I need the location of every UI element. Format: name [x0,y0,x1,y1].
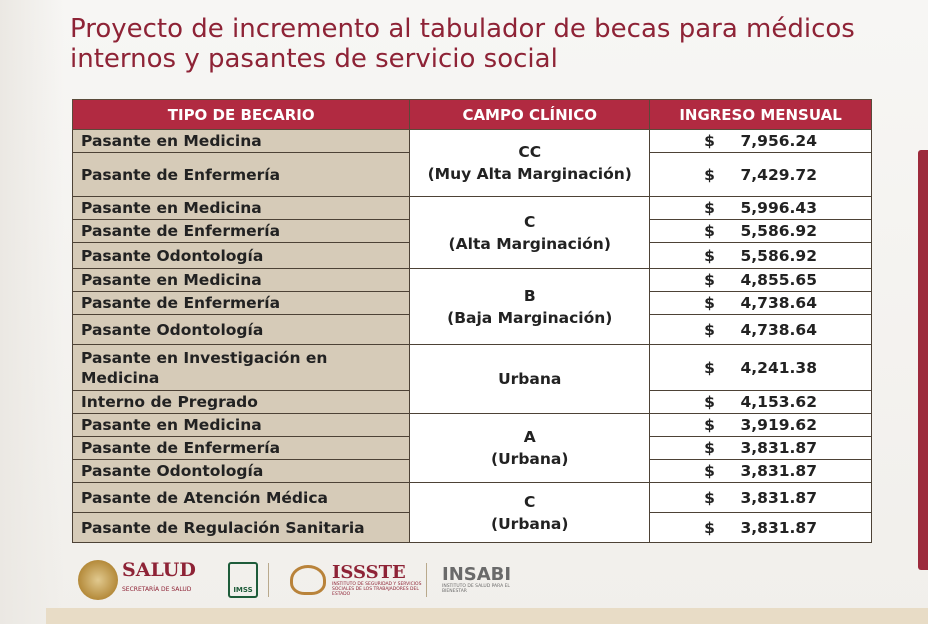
tipo-cell: Pasante de Enfermería [73,292,410,315]
amount: 3,831.87 [740,488,817,507]
logos-strip [78,558,538,602]
amount: 3,831.87 [740,439,817,457]
currency-sign: $ [704,132,715,150]
table-row [73,345,872,391]
table-row [73,483,872,513]
imss-icon: IMSS [228,562,258,598]
ingreso-cell [650,315,872,345]
ingreso-cell [650,414,872,437]
tipo-cell: Pasante de Enfermería [73,437,410,460]
issste-sub: INSTITUTO DE SEGURIDAD Y SERVICIOS SOCIALES DE LOS TRABAJADORES DEL ESTADO [332,581,422,597]
issste-name: ISSSTE [332,561,406,583]
tipo-cell: Pasante Odontología [73,315,410,345]
header-tipo: TIPO DE BECARIO [73,100,410,130]
insabi-sub: INSTITUTO DE SALUD PARA EL BIENESTAR [442,584,510,594]
campo-code: C [524,212,536,231]
campo-code: CC [518,143,542,161]
currency-sign: $ [704,488,715,507]
issste-logo [290,558,422,602]
campo-cell [410,130,650,197]
amount: 3,919.62 [740,416,817,434]
tipo-cell: Pasante en Medicina [73,130,410,153]
campo-desc: (Urbana) [491,450,569,468]
ingreso-cell [650,483,872,513]
campo-desc: Urbana [498,370,562,388]
imss-logo [228,558,258,602]
tipo-cell: Interno de Pregrado [73,391,410,414]
becas-table-container [72,99,872,543]
amount: 4,855.65 [740,271,817,289]
currency-sign: $ [704,199,715,217]
tipo-cell: Pasante en Medicina [73,269,410,292]
campo-cell [410,345,650,414]
campo-desc: (Alta Marginación) [448,234,611,253]
amount: 4,738.64 [740,294,817,312]
amount: 4,153.62 [740,393,817,411]
right-decoration [918,150,928,570]
campo-desc: (Baja Marginación) [447,308,613,327]
becas-table [72,99,872,543]
currency-sign: $ [704,462,715,480]
page-title: Proyecto de incremento al tabulador de becas para médicos internos y pasantes de servicio social [70,14,855,74]
campo-code: A [523,428,536,446]
left-decoration [0,0,64,624]
issste-emblem-icon [290,565,326,595]
currency-sign: $ [704,439,715,457]
mexico-seal-icon [78,560,118,600]
ingreso-cell [650,345,872,391]
ingreso-cell [650,243,872,269]
currency-sign: $ [704,165,715,184]
salud-name: SALUD [122,559,196,581]
header-ingreso: INGRESO MENSUAL [650,100,872,130]
campo-cell [410,269,650,345]
bottom-bar [46,608,928,624]
currency-sign: $ [704,393,715,411]
header-campo: CAMPO CLÍNICO [410,100,650,130]
ingreso-cell [650,197,872,220]
campo-cell [410,483,650,543]
amount: 5,586.92 [740,222,817,240]
ingreso-cell [650,460,872,483]
currency-sign: $ [704,320,715,339]
tipo-cell: Pasante en Investigación en Medicina [73,345,410,391]
ingreso-cell [650,269,872,292]
table-row [73,130,872,153]
salud-logo [78,558,196,602]
ingreso-cell [650,513,872,543]
currency-sign: $ [704,416,715,434]
currency-sign: $ [704,222,715,240]
tipo-cell: Pasante de Atención Médica [73,483,410,513]
amount: 7,956.24 [740,132,817,150]
ingreso-cell [650,391,872,414]
logo-separator [268,563,269,597]
currency-sign: $ [704,246,715,265]
ingreso-cell [650,437,872,460]
insabi-logo [442,558,512,602]
insabi-name: INSABI [442,564,512,585]
tipo-cell: Pasante en Medicina [73,197,410,220]
tipo-cell: Pasante de Regulación Sanitaria [73,513,410,543]
table-row [73,414,872,437]
logo-separator [426,563,427,597]
salud-sub: SECRETARÍA DE SALUD [122,586,192,593]
amount: 4,241.38 [740,358,817,377]
tipo-cell: Pasante de Enfermería [73,220,410,243]
table-row [73,269,872,292]
tipo-cell: Pasante Odontología [73,460,410,483]
amount: 3,831.87 [740,462,817,480]
tipo-cell: Pasante Odontología [73,243,410,269]
amount: 7,429.72 [740,165,817,184]
amount: 5,586.92 [740,246,817,265]
currency-sign: $ [704,271,715,289]
campo-code: C [524,492,536,511]
tipo-cell: Pasante de Enfermería [73,153,410,197]
campo-desc: (Urbana) [491,514,569,533]
currency-sign: $ [704,294,715,312]
campo-code: B [523,286,536,305]
amount: 4,738.64 [740,320,817,339]
ingreso-cell [650,153,872,197]
tipo-cell: Pasante en Medicina [73,414,410,437]
ingreso-cell [650,220,872,243]
ingreso-cell [650,130,872,153]
campo-cell [410,414,650,483]
table-row [73,197,872,220]
amount: 3,831.87 [740,518,817,537]
ingreso-cell [650,292,872,315]
amount: 5,996.43 [740,199,817,217]
table-header-row [73,100,872,130]
currency-sign: $ [704,358,715,377]
currency-sign: $ [704,518,715,537]
campo-desc: (Muy Alta Marginación) [427,165,632,183]
campo-cell [410,197,650,269]
